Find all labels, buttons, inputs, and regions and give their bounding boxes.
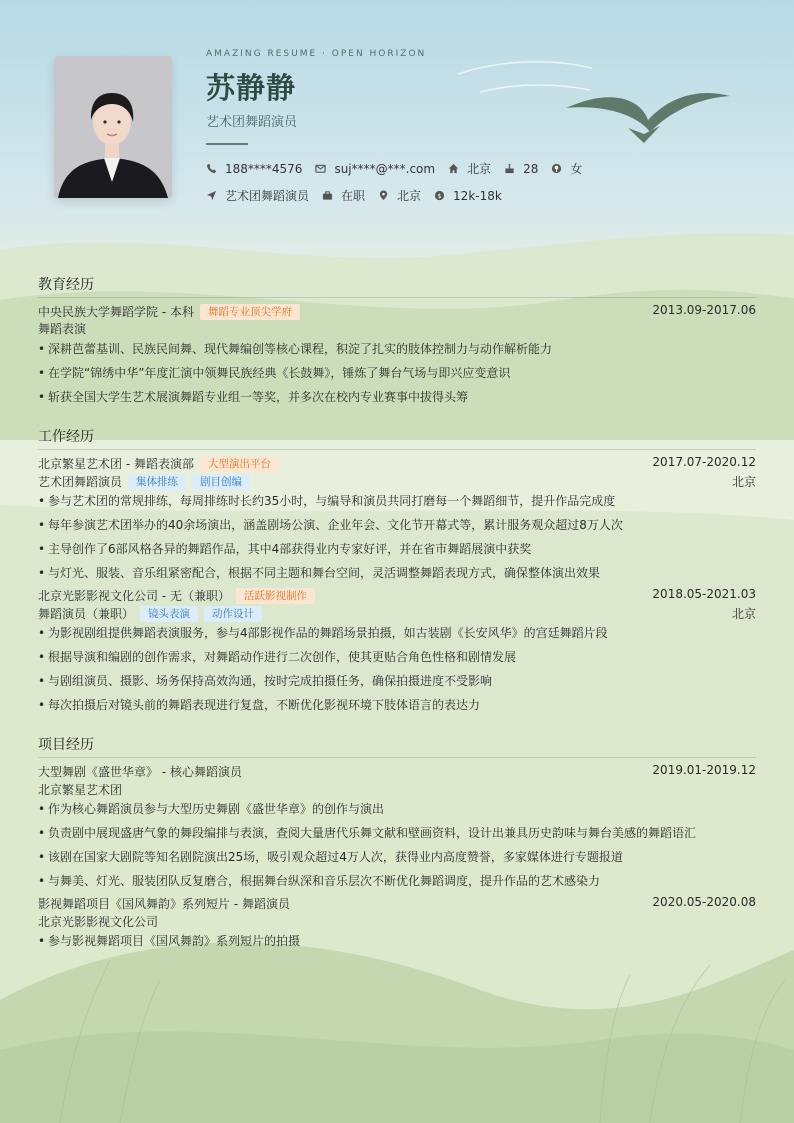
job-position-row [38, 605, 756, 622]
job-header [38, 587, 756, 604]
school-tag: 舞蹈专业顶尖学府 [200, 304, 300, 320]
location-pin-icon [378, 190, 389, 201]
contact-gender: 女 [551, 160, 582, 177]
education-bullet: • 在学院“锦绣中华”年度汇演中领舞民族经典《长鼓舞》，锤炼了舞台气场与即兴应变意识 [38, 366, 511, 380]
intent-salary: $ 12k-18k [434, 189, 502, 203]
job-bullet: • 参与艺术团的常规排练，每周排练时长约35小时，与编导和演员共同打磨每一个舞蹈细节，提升作品完成度 [38, 494, 616, 508]
project-org: 北京繁星艺术团 [38, 783, 123, 797]
job-position: 舞蹈演员（兼职） [38, 607, 135, 621]
skill-tag: 集体排练 [128, 474, 186, 490]
job-city: 北京 [731, 475, 756, 489]
education-bullet: • 深耕芭蕾基训、民族民间舞、现代舞编创等核心课程，积淀了扎实的肢体控制力与动作解析能力 [38, 342, 553, 356]
project-date: 2020.05-2020.08 [652, 895, 756, 909]
mail-icon [315, 163, 326, 174]
job-bullet: • 主导创作了6部风格各异的舞蹈作品，其中4部获得业内专家好评，并在省市舞蹈展演中获奖 [38, 542, 532, 556]
job-bullet: • 每年参演艺术团举办的40余场演出，涵盖剧场公演、企业年会、文化节开幕式等，累计服务观众超过8万人次 [38, 518, 623, 532]
job-position-row [38, 473, 756, 490]
contact-hometown: 北京 [448, 160, 491, 177]
job-bullet: • 为影视剧组提供舞蹈表演服务，参与4部影视作品的舞蹈场景拍摄，如古装剧《长安风华》的宫廷舞蹈片段 [38, 626, 608, 640]
title-divider [206, 143, 248, 145]
project-header [38, 895, 756, 912]
job-header [38, 455, 756, 472]
project-org: 北京光影影视文化公司 [38, 915, 159, 929]
contact-row [206, 160, 595, 177]
company-name: 北京繁星艺术团 - 舞蹈表演部 [38, 457, 194, 471]
gender-icon [551, 163, 562, 174]
contact-email: suj****@***.com [315, 162, 435, 176]
home-icon [448, 163, 459, 174]
project-name: 影视舞蹈项目《国风舞韵》系列短片 - 舞蹈演员 [38, 897, 290, 911]
project-bullet: • 负责剧中展现盛唐气象的舞段编排与表演，查阅大量唐代乐舞文献和壁画资料，设计出兼具历史韵味与舞台美感的舞蹈语汇 [38, 826, 697, 840]
job-date: 2017.07-2020.12 [652, 455, 756, 469]
job-bullet: • 与剧组演员、摄影、场务保持高效沟通，按时完成拍摄任务，确保拍摄进度不受影响 [38, 674, 493, 688]
project-bullet: • 与舞美、灯光、服装团队反复磨合，根据舞台纵深和音乐层次不断优化舞蹈调度，提升作品的艺术感染力 [38, 874, 601, 888]
project-section-title: 项目经历 [38, 734, 756, 758]
project-bullet: • 参与影视舞蹈项目《国风舞韵》系列短片的拍摄 [38, 934, 301, 948]
cake-icon [504, 163, 515, 174]
salary-icon [434, 190, 445, 201]
contact-age: 28 [504, 162, 538, 176]
profile-photo [54, 56, 172, 198]
project-date: 2019.01-2019.12 [652, 763, 756, 777]
job-bullet: • 根据导演和编剧的创作需求，对舞蹈动作进行二次创作，使其更贴合角色性格和剧情发展 [38, 650, 517, 664]
company-tag: 大型演出平台 [200, 456, 279, 472]
education-header [38, 303, 756, 320]
phone-icon [206, 163, 217, 174]
education-date: 2013.09-2017.06 [652, 303, 756, 317]
intent-city: 北京 [378, 187, 421, 204]
education-bullet: • 斩获全国大学生艺术展演舞蹈专业组一等奖，并多次在校内专业赛事中拔得头筹 [38, 390, 469, 404]
job-city: 北京 [731, 607, 756, 621]
intent-status: 在职 [322, 187, 365, 204]
skill-tag: 动作设计 [204, 606, 262, 622]
send-icon [206, 190, 217, 201]
resume-tagline: AMAZING RESUME · OPEN HORIZON [206, 49, 427, 59]
skill-tag: 镜头表演 [140, 606, 198, 622]
job-bullet: • 每次拍摄后对镜头前的舞蹈表现进行复盘，不断优化影视环境下肢体语言的表达力 [38, 698, 481, 712]
education-major: 舞蹈表演 [38, 322, 87, 336]
briefcase-icon [322, 190, 333, 201]
job-date: 2018.05-2021.03 [652, 587, 756, 601]
company-tag: 活跃影视制作 [236, 588, 315, 604]
education-section-title: 教育经历 [38, 274, 756, 298]
candidate-role: 艺术团舞蹈演员 [206, 115, 298, 130]
school-name: 中央民族大学舞蹈学院 - 本科 [38, 305, 194, 319]
job-intent-row [206, 187, 515, 204]
candidate-name: 苏静静 [206, 71, 297, 105]
job-position: 艺术团舞蹈演员 [38, 475, 123, 489]
intent-position: 艺术团舞蹈演员 [206, 187, 309, 204]
skill-tag: 剧目创编 [192, 474, 250, 490]
project-bullet: • 该剧在国家大剧院等知名剧院演出25场，吸引观众超过4万人次，获得业内高度赞誉，多家媒体进行专题报道 [38, 850, 623, 864]
company-name: 北京光影影视文化公司 - 无（兼职） [38, 589, 230, 603]
job-bullet: • 与灯光、服装、音乐组紧密配合，根据不同主题和舞台空间，灵活调整舞蹈表现方式，确保整体演出效果 [38, 566, 601, 580]
project-header [38, 763, 756, 780]
contact-phone: 188****4576 [206, 162, 302, 176]
svg-text:$: $ [437, 191, 442, 200]
project-bullet: • 作为核心舞蹈演员参与大型历史舞剧《盛世华章》的创作与演出 [38, 802, 385, 816]
work-section-title: 工作经历 [38, 426, 756, 450]
project-name: 大型舞剧《盛世华章》 - 核心舞蹈演员 [38, 765, 242, 779]
